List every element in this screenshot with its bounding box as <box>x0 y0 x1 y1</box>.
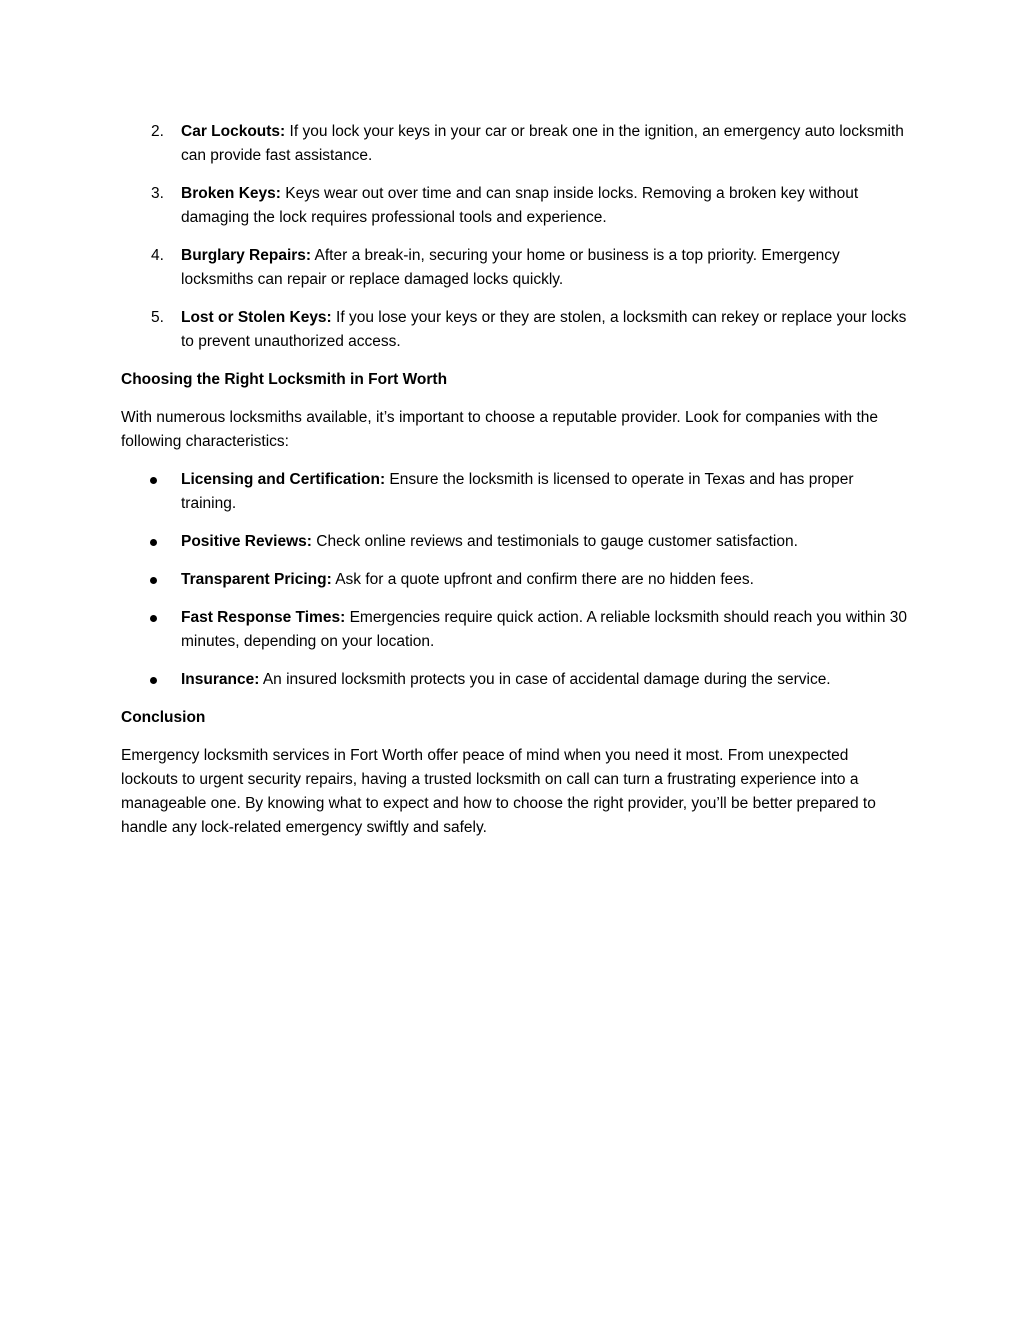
bullet-item <box>121 606 907 654</box>
section-heading-conclusion: Conclusion <box>121 709 206 726</box>
list-number: 4. <box>151 247 164 264</box>
bullet-item-term: Positive Reviews: <box>181 533 312 550</box>
list-item-term: Lost or Stolen Keys: <box>181 309 332 326</box>
bullet-dot-icon <box>150 577 157 584</box>
numbered-list <box>121 120 907 354</box>
bullet-dot-icon <box>150 477 157 484</box>
bullet-item-term: Licensing and Certification: <box>181 471 386 488</box>
list-item <box>121 182 907 230</box>
section-heading-choosing: Choosing the Right Locksmith in Fort Worth <box>121 371 448 388</box>
bullet-item <box>121 530 907 554</box>
list-number: 3. <box>151 185 164 202</box>
bullet-item <box>121 668 907 692</box>
list-number: 2. <box>151 123 164 140</box>
bullet-item-term: Insurance: <box>181 671 260 688</box>
bullet-item <box>121 468 907 516</box>
list-item-term: Car Lockouts: <box>181 123 286 140</box>
list-item <box>121 306 907 354</box>
bullet-dot-icon <box>150 539 157 546</box>
bullet-dot-icon <box>150 615 157 622</box>
bullet-item-term: Fast Response Times: <box>181 609 346 626</box>
list-item <box>121 244 907 292</box>
bullet-dot-icon <box>150 677 157 684</box>
list-item-text: After a break-in, securing your home or business is a top priority. Emergency locksmiths can repair or replace damaged locks quickly. <box>181 247 840 288</box>
bullet-list <box>121 468 907 692</box>
bullet-item-text: Emergencies require quick action. A reliable locksmith should reach you within 30 minutes, depending on your location. <box>181 609 907 650</box>
list-item-term: Burglary Repairs: <box>181 247 312 264</box>
list-item-term: Broken Keys: <box>181 185 281 202</box>
list-number: 5. <box>151 309 164 326</box>
list-item-text: Keys wear out over time and can snap inside locks. Removing a broken key without damaging the lock requires professional tools and experience. <box>181 185 859 226</box>
bullet-item-text: Ensure the locksmith is licensed to operate in Texas and has proper training. <box>181 471 854 512</box>
bullet-item-text: Ask for a quote upfront and confirm there are no hidden fees. <box>335 571 754 588</box>
bullet-item-text: Check online reviews and testimonials to gauge customer satisfaction. <box>316 533 798 550</box>
bullet-item-text: An insured locksmith protects you in case of accidental damage during the service. <box>262 671 831 688</box>
list-item-text: If you lock your keys in your car or break one in the ignition, an emergency auto locksmith can provide fast assistance. <box>181 123 904 164</box>
conclusion-paragraph: Emergency locksmith services in Fort Worth offer peace of mind when you need it most. From unexpected lockouts to urgent security repairs, having a trusted locksmith on call can turn a frustrating experience into a manageable one. By knowing what to expect and how to choose the right provider, you’ll be better prepared to handle any lock-related emergency swiftly and safely. <box>121 747 876 836</box>
bullet-item-term: Transparent Pricing: <box>181 571 332 588</box>
document-content <box>121 120 907 854</box>
list-item-text: If you lose your keys or they are stolen, a locksmith can rekey or replace your locks to prevent unauthorized access. <box>181 309 907 350</box>
section-intro-paragraph: With numerous locksmiths available, it’s important to choose a reputable provider. Look for companies with the following characteristics: <box>121 409 879 450</box>
bullet-item <box>121 568 907 592</box>
list-item <box>121 120 907 168</box>
